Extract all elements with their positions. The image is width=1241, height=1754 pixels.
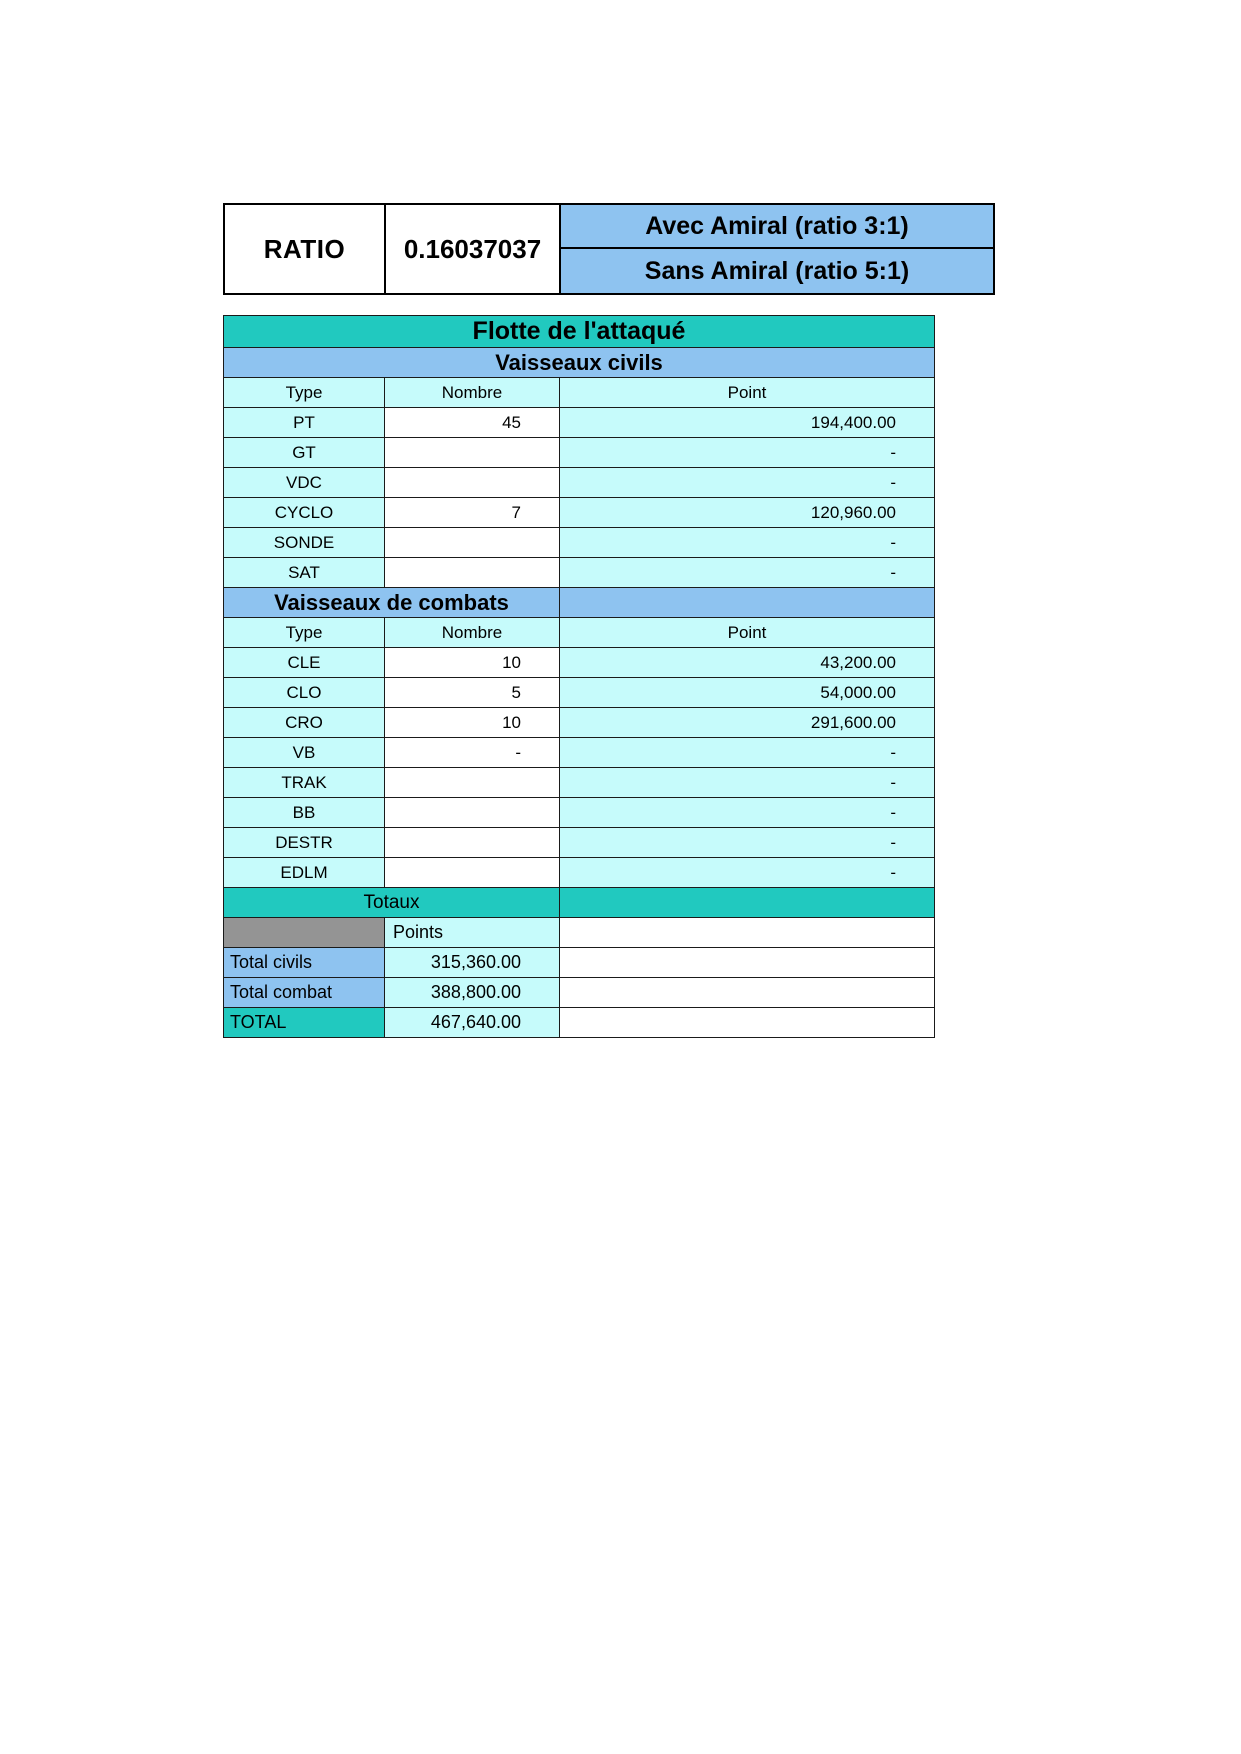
total-empty-cell — [560, 948, 935, 978]
cell-nombre[interactable]: - — [385, 738, 560, 768]
table-row — [224, 858, 935, 888]
cell-point: - — [560, 528, 935, 558]
cell-nombre[interactable]: 7 — [385, 498, 560, 528]
cell-nombre[interactable] — [385, 828, 560, 858]
cell-point: - — [560, 798, 935, 828]
ratio-note-sans-amiral: Sans Amiral (ratio 5:1) — [561, 249, 993, 293]
cell-nombre[interactable] — [385, 558, 560, 588]
cell-type: CYCLO — [224, 498, 385, 528]
cell-nombre[interactable] — [385, 528, 560, 558]
table-row — [224, 648, 935, 678]
table-row — [224, 738, 935, 768]
table-row — [224, 438, 935, 468]
cell-point: - — [560, 468, 935, 498]
totals-header-row — [224, 888, 935, 918]
cell-nombre[interactable] — [385, 858, 560, 888]
section-title-civils: Vaisseaux civils — [224, 348, 935, 378]
total-empty-cell — [560, 1008, 935, 1038]
table-row — [224, 468, 935, 498]
cell-type: SAT — [224, 558, 385, 588]
table-row — [224, 708, 935, 738]
table-row — [224, 828, 935, 858]
cell-type: EDLM — [224, 858, 385, 888]
total-value-grand: 467,640.00 — [385, 1008, 560, 1038]
column-header-row-combats — [224, 618, 935, 648]
column-header-point: Point — [560, 618, 935, 648]
totals-gray-spacer — [224, 918, 385, 948]
cell-point: 43,200.00 — [560, 648, 935, 678]
cell-nombre[interactable]: 45 — [385, 408, 560, 438]
cell-point: 54,000.00 — [560, 678, 935, 708]
cell-nombre[interactable]: 10 — [385, 648, 560, 678]
cell-point: - — [560, 438, 935, 468]
column-header-point: Point — [560, 378, 935, 408]
total-row-grand — [224, 1008, 935, 1038]
totals-column-header-row — [224, 918, 935, 948]
column-header-row-civils — [224, 378, 935, 408]
cell-point: - — [560, 768, 935, 798]
cell-nombre[interactable]: 5 — [385, 678, 560, 708]
section-header-spacer — [560, 588, 935, 618]
totals-heading: Totaux — [224, 888, 560, 918]
totals-header-spacer — [560, 888, 935, 918]
cell-type: CLO — [224, 678, 385, 708]
table-row — [224, 678, 935, 708]
totals-points-label: Points — [385, 918, 560, 948]
cell-type: CRO — [224, 708, 385, 738]
ratio-notes — [561, 205, 993, 293]
cell-point: - — [560, 828, 935, 858]
cell-point: 120,960.00 — [560, 498, 935, 528]
total-label-combat: Total combat — [224, 978, 385, 1008]
total-empty-cell — [560, 978, 935, 1008]
cell-type: SONDE — [224, 528, 385, 558]
totals-empty-cell — [560, 918, 935, 948]
cell-nombre[interactable] — [385, 798, 560, 828]
column-header-nombre: Nombre — [385, 618, 560, 648]
cell-point: 194,400.00 — [560, 408, 935, 438]
cell-nombre[interactable]: 10 — [385, 708, 560, 738]
ratio-label: RATIO — [225, 205, 386, 293]
total-row-combat — [224, 978, 935, 1008]
cell-type: DESTR — [224, 828, 385, 858]
total-value-combat: 388,800.00 — [385, 978, 560, 1008]
fleet-title-row — [224, 316, 935, 348]
cell-nombre[interactable] — [385, 438, 560, 468]
cell-nombre[interactable] — [385, 768, 560, 798]
table-row — [224, 498, 935, 528]
ratio-note-avec-amiral: Avec Amiral (ratio 3:1) — [561, 205, 993, 249]
cell-nombre[interactable] — [385, 468, 560, 498]
column-header-nombre: Nombre — [385, 378, 560, 408]
section-title-combats: Vaisseaux de combats — [224, 588, 560, 618]
ratio-header-block — [223, 203, 995, 295]
cell-type: VDC — [224, 468, 385, 498]
table-row — [224, 528, 935, 558]
total-label-grand: TOTAL — [224, 1008, 385, 1038]
total-row-civils — [224, 948, 935, 978]
section-header-combats — [224, 588, 935, 618]
ratio-value: 0.16037037 — [386, 205, 561, 293]
cell-point: 291,600.00 — [560, 708, 935, 738]
table-row — [224, 408, 935, 438]
cell-point: - — [560, 858, 935, 888]
table-row — [224, 798, 935, 828]
table-row — [224, 558, 935, 588]
column-header-type: Type — [224, 618, 385, 648]
fleet-table — [223, 315, 935, 1038]
cell-point: - — [560, 738, 935, 768]
cell-type: VB — [224, 738, 385, 768]
cell-type: GT — [224, 438, 385, 468]
section-header-civils — [224, 348, 935, 378]
table-row — [224, 768, 935, 798]
cell-type: PT — [224, 408, 385, 438]
cell-type: CLE — [224, 648, 385, 678]
total-label-civils: Total civils — [224, 948, 385, 978]
total-value-civils: 315,360.00 — [385, 948, 560, 978]
column-header-type: Type — [224, 378, 385, 408]
fleet-title: Flotte de l'attaqué — [224, 316, 935, 348]
cell-point: - — [560, 558, 935, 588]
cell-type: TRAK — [224, 768, 385, 798]
cell-type: BB — [224, 798, 385, 828]
